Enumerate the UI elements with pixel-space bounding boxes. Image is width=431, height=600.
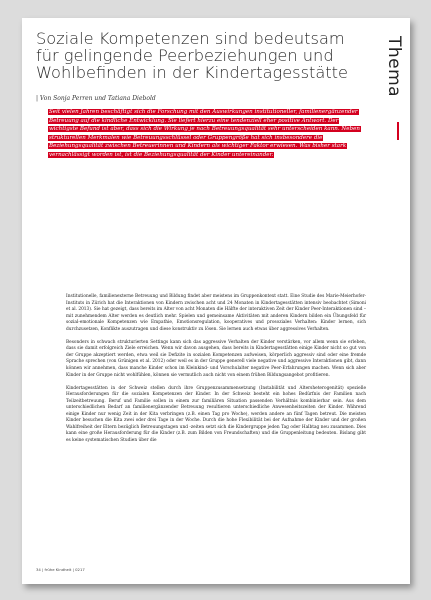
title-line: für gelingende Peerbeziehungen und [36,46,334,65]
title-line: Wohlbefinden in der Kindertagesstätte [36,63,348,82]
body-paragraph: Institutionelle, familienexterne Betreuung und Bildung findet aber meistens im Gruppenkontext statt. Eine Studie des Marie-Meierhofer-Instituts in Zürich hat die Interaktionen von Kindern zwischen acht und 24 Monaten in Kindertagesstätten intensiv beobachtet (Simoni et al. 2013). Sie hat gezeigt, dass bereits im Alter von acht Monaten die Hälfte der interaktiven Zeit der Kinder Peer-Interaktionen sind – mit zunehmendem Alter werden es deutlich mehr. Spielen und gemeinsame Aktivitäten mit anderen Kindern bilden ein Übungsfeld für sozial-emotionale Kompetenzen wie Empathie, Emotionsregulation, kooperatives und prosoziales Verhalten: Kinder lernen, sich durchzusetzen, Konflikte auszutragen und diese konstruktiv zu lösen. Sie lernen auch etwas über aggressives Verhalten. [66,294,366,332]
lead-highlight-text: Seit vielen Jahren beschäftigt sich die Forschung mit den Auswirkungen institutioneller, familienergänzender Betreuung auf die kindliche Entwicklung. Sie liefert hierzu eine tendenziell eher positive Antwort. Der wichtigste Befund ist aber, dass sich die Wirkung je nach Betreuungsqualität sehr unterscheiden kann. Neben strukturellen Merkmalen wie Betreuungsschlüssel oder Gruppengröße hat sich insbesondere die Beziehungsqualität zwischen Betreuerinnen und Kindern als wichtiger Faktor erwiesen. Was bisher stark vernachlässigt worden ist, ist die Beziehungsqualität der Kinder untereinander. [49,109,360,158]
article-lead [48,108,364,160]
body-paragraph: Besonders in schwach strukturierten Settings kann sich das aggressive Verhalten der Kinder verstärken, vor allem wenn sie erleben, dass sie damit erfolgreich Ziele erreichen. Wenn wir davon ausgehen, dass bereits in Kindertagesstätten einige Kinder nicht so gut von der Gruppe akzeptiert werden, etwa weil sie Defizite in sozialen Kompetenzen aufweisen, körperlich aggressiv sind oder eine fremde Sprache sprechen (von Grünigen et al. 2012) oder weil es in der Gruppe generell viele negative und aggressive Interaktionen gibt, dann können wir annehmen, dass manche Kinder schon im Kleinkind- und Vorschulalter negative Peer-Erfahrungen machen. Wenn sich aber Kinder in der Gruppe nicht wohlfühlen, können sie vermutlich auch nicht von einem frühen Bildungsangebot profitieren. [66,339,366,378]
article-body [66,294,366,451]
body-paragraph: Kindertagesstätten in der Schweiz stellen durch ihre Gruppenzusammensetzung (Instabilität und Altersheterogenität) spezielle Herausforderungen für die sozialen Kompetenzen der Kinder. In der Schweiz besteht ein hohes Bedürfnis der Familien nach Teilzeitbetreuung. Beruf und Familie sollen in einem zur familiären Situation passenden Verhältnis kombinierbar sein. Aus dem unterschiedlichen Bedarf an familienergänzender Betreuung resultieren unterschiedliche Anwesenheitszeiten der Kinder. Während einige Kinder nur wenig Zeit in der Kita verbringen (z.B. einen Tag pro Woche), werden andere an fünf Tagen betreut. Die meisten Kinder besuchen die Kita zwei oder drei Tage in der Woche. Durch die hohe Flexibilität bei der Aufnahme der Kinder und der großen Wahlfreiheit der Eltern bezüglich Betreuungstagen und -zeiten setzt sich die Kindergruppe jeden Tag oder Halbtag neu zusammen. Dies kann eine große Herausforderung für die Kinder (z.B. zum Bilden von Freundschaften) und die Gruppenleitung bedeuten. Bislang gibt es keine systematischen Studien über die [66,385,366,443]
section-label: Thema [384,36,404,98]
magazine-page [22,18,410,584]
section-accent-bar [397,122,399,140]
title-line: Soziale Kompetenzen sind bedeutsam [36,29,345,48]
page-footer: 34 | frühe Kindheit | 0217 [36,567,85,572]
article-authors: | Von Sonja Perren und Tatiana Diebold [36,95,156,102]
article-title [36,30,366,81]
section-label-block [382,36,404,136]
